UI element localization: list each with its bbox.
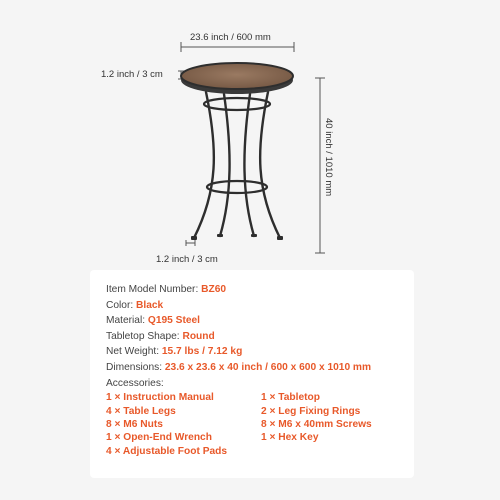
adjustable-foot-pads [191,234,283,240]
top-thickness-label: 1.2 inch / 3 cm [101,69,163,80]
spec-material: Material: Q195 Steel [106,315,201,327]
tabletop [181,63,293,94]
width-label: 23.6 inch / 600 mm [190,32,271,43]
accessory-item: 4 × Adjustable Foot Pads [106,445,228,457]
height-label: 40 inch / 1010 mm [323,118,334,197]
spec-shape: Tabletop Shape: Round [106,330,215,342]
spec-value: 23.6 x 23.6 x 40 inch / 600 x 600 x 1010 mm [164,361,372,373]
foot-size-label: 1.2 inch / 3 cm [156,254,218,265]
accessory-item: 2 × Leg Fixing Rings [261,405,361,417]
foot-size-marker [186,240,195,246]
accessory-item: 8 × M6 x 40mm Screws [261,418,372,430]
width-dimension-line [181,42,294,52]
spec-value: Round [182,330,215,342]
spec-value: BZ60 [201,284,227,295]
spec-value: Black [136,299,164,311]
table-legs [194,92,280,238]
accessory-item: 1 × Open-End Wrench [106,432,212,444]
lower-fixing-ring [207,181,267,193]
accessory-item: 4 × Table Legs [106,405,176,417]
upper-fixing-ring [204,98,270,110]
accessories-list [106,391,426,458]
accessory-item: 8 × M6 Nuts [106,418,163,430]
specifications-list [106,282,426,458]
accessory-item: 1 × Tabletop [261,392,320,404]
spec-weight: Net Weight: 15.7 lbs / 7.12 kg [106,346,243,358]
spec-color: Color: Black [106,299,164,311]
spec-model: Item Model Number: BZ60 [106,284,227,295]
spec-value: Q195 Steel [147,315,201,327]
spec-dimensions: Dimensions: 23.6 x 23.6 x 40 inch / 600 x 600 x 1010 mm [106,361,372,373]
spec-value: 15.7 lbs / 7.12 kg [161,346,243,358]
accessory-item: 1 × Hex Key [261,432,319,444]
accessory-item: 1 × Instruction Manual [106,392,214,404]
accessories-heading: Accessories: [106,377,164,389]
